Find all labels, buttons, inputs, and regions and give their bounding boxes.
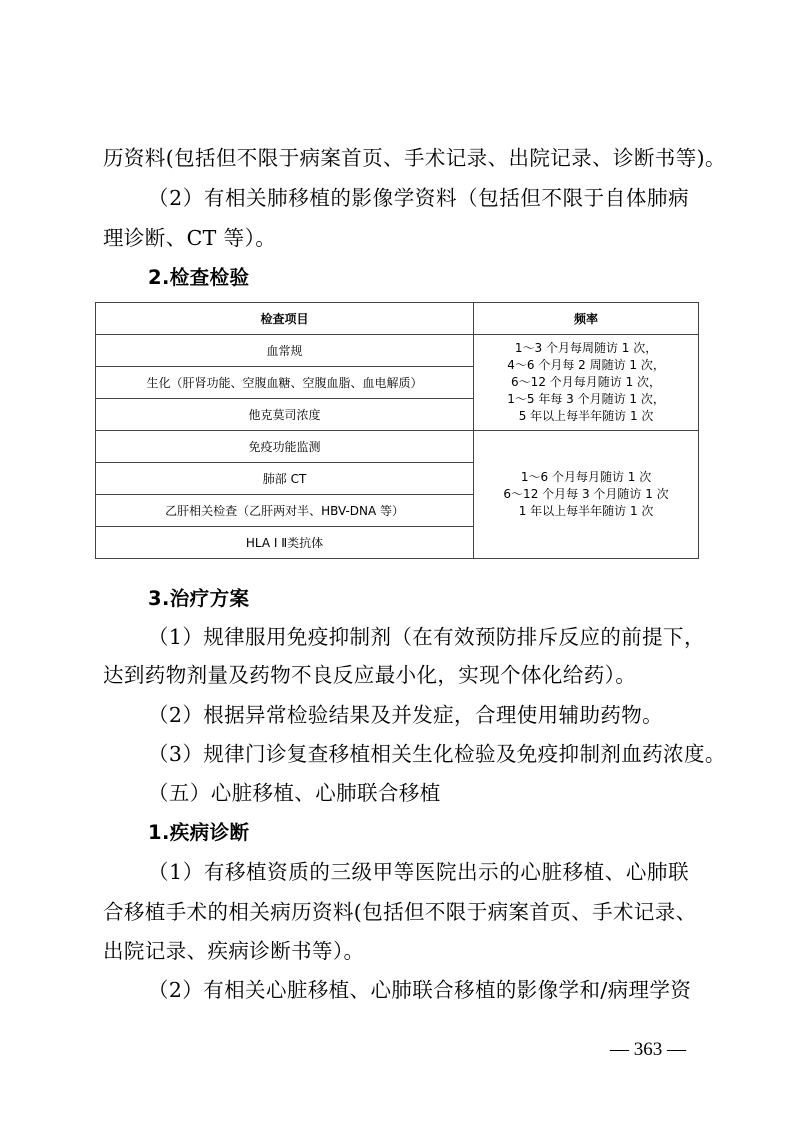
paragraph-line: （2）有相关心脏移植、心肺联合移植的影像学和/病理学资	[148, 978, 692, 1002]
table-cell-item: 乙肝相关检查（乙肝两对半、HBV-DNA 等）	[96, 495, 474, 527]
table-cell-item: 他克莫司浓度	[96, 399, 474, 431]
table-row	[96, 431, 699, 463]
paragraph-line: 理诊断、CT 等）。	[103, 226, 277, 250]
frequency-line: 6～12 个月每 3 个月随访 1 次	[503, 487, 669, 501]
frequency-line: 1～5 年每 3 个月随访 1 次，	[507, 392, 665, 406]
frequency-line: 6～12 个月每月随访 1 次，	[511, 375, 662, 389]
paragraph-line: 合移植手术的相关病历资料(包括但不限于病案首页、手术记录、	[103, 900, 697, 924]
table-cell-item: 生化（肝肾功能、空腹血糖、空腹血脂、血电解质）	[96, 367, 474, 399]
paragraph-line: 历资料(包括但不限于病案首页、手术记录、出院记录、诊断书等)。	[103, 146, 726, 170]
table-row	[96, 335, 699, 367]
table-cell-frequency	[474, 335, 699, 431]
paragraph-line: （2）根据异常检验结果及并发症，合理使用辅助药物。	[148, 703, 664, 727]
page-number: — 363 —	[610, 1039, 686, 1060]
paragraph-line: 达到药物剂量及药物不良反应最小化，实现个体化给药）。	[103, 663, 637, 687]
paragraph-line: （3）规律门诊复查移植相关生化检验及免疫抑制剂血药浓度。	[148, 742, 726, 766]
section-title: （五）心脏移植、心肺联合移植	[148, 781, 441, 805]
table-cell-item: 肺部 CT	[96, 463, 474, 495]
frequency-line: 4～6 个月每 2 周随访 1 次，	[507, 358, 665, 372]
paragraph-line: （2）有相关肺移植的影像学资料（包括但不限于自体肺病	[148, 186, 689, 210]
table-header-row	[96, 303, 699, 335]
frequency-line: 1～3 个月每周随访 1 次，	[514, 341, 658, 355]
section-heading: 3.治疗方案	[148, 587, 250, 610]
frequency-line: 5 年以上每半年随访 1 次	[518, 409, 654, 423]
table-cell-item: HLA Ⅰ Ⅱ类抗体	[96, 527, 474, 559]
section-heading: 1.疾病诊断	[148, 821, 250, 844]
section-heading: 2.检查检验	[148, 266, 250, 289]
column-header-frequency: 频率	[474, 303, 699, 335]
inspection-table	[95, 302, 699, 559]
paragraph-line: 出院记录、疾病诊断书等）。	[103, 939, 365, 963]
table-cell-item: 免疫功能监测	[96, 431, 474, 463]
column-header-item: 检查项目	[96, 303, 474, 335]
table-cell-frequency	[474, 431, 699, 559]
frequency-line: 1～6 个月每月随访 1 次	[520, 470, 652, 484]
frequency-line: 1 年以上每半年随访 1 次	[518, 504, 654, 518]
table-cell-item: 血常规	[96, 335, 474, 367]
paragraph-line: （1）规律服用免疫抑制剂（在有效预防排斥反应的前提下，	[148, 625, 705, 649]
paragraph-line: （1）有移植资质的三级甲等医院出示的心脏移植、心肺联	[148, 860, 689, 884]
